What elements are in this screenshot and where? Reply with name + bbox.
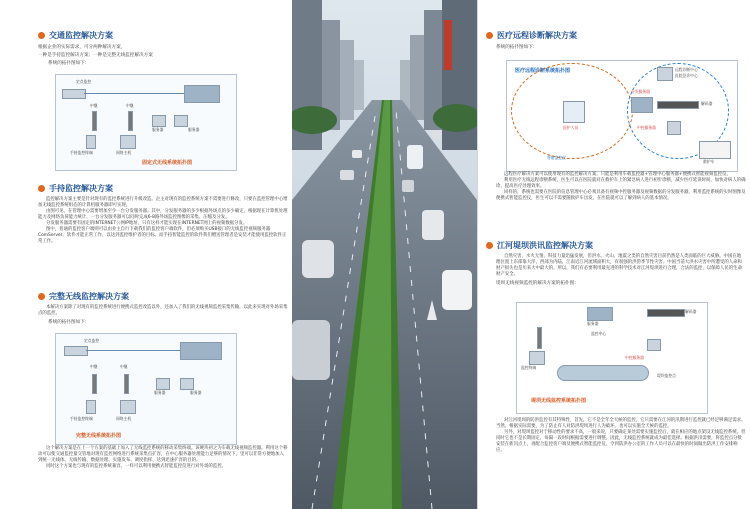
tag-fixed-monitor: 定点监控 (84, 338, 100, 343)
section-title-dam: 江河堤坝洪讯监控解决方案 (486, 240, 744, 251)
section-title-traffic: 交通监控解决方案 (38, 30, 288, 41)
paragraph: 利用医疗无线远程诊断系统，医生可以在医院就对在救护车上的紧急病人进行初步诊断，减少医疗延误时间，加快对病人的确诊，提高医疗处理效率。 (496, 178, 746, 189)
tag-host: 网络主机 (116, 416, 132, 421)
section-title-medical: 医疗远程诊断解决方案 (486, 30, 744, 41)
section-medical-text (496, 172, 746, 202)
pc-icon (174, 115, 188, 127)
section-title-handheld: 手持监控解决方案 (38, 183, 288, 194)
paragraph: 远程医疗解决方案可以使用现有的监控解决方案，只能是利用车载监控器+管理中心服务器+便携式智能视频监控仪。 (504, 172, 731, 177)
section-traffic (38, 30, 288, 68)
city-road-image (292, 0, 477, 509)
section-dam-text (496, 418, 746, 454)
topo-label: 堤坝无线视频监控的解决方案的拓扑图： (496, 281, 579, 286)
left-panel (0, 0, 293, 509)
paragraph: 由图可见，在管理中心需要增加至少一台分发服务器。其中，分发服务器的多少根据外场点的多少确定，根据现在计算机处理能力及网络负荷能力统计，一台分发服务器可以同时完成6-8路外场监控图像的采集、压缩及分发。 (38, 209, 288, 220)
bullet-icon (38, 32, 45, 39)
paragraph: 同样的，系统也需要在医院的信息管理中心必须具备有视频中控服务器及视频数据的分发服务器，利用监控系统的实时图像及便携式智能监控仪，医生可以不需要随救护车出发，在医院就可以了解到病人的基本情况。 (496, 190, 746, 201)
tag-dist-server: 分发服务器 (631, 89, 650, 94)
server-rack-icon (180, 342, 222, 360)
tag-control-server: 中控服务器 (625, 355, 644, 360)
paragraph: 另外，对堤坝监控对于移动性的要求不高，一般来说，只要确定某处需要实施监控后，就在相应的地点架设无线监控系统。但同时它也不是长期固定，每隔一段时间根据需要进行调整，因此，无线监控系统就成为最佳选择。根据洪汛需要，将监控点分批安装在新汛点上，再配合监控客户端及便携式智能监控仪，令到防洪办公室的工作人员可以在最快的时间做出防洪工作安排响应。 (496, 430, 746, 453)
antenna-icon (92, 111, 97, 131)
paragraph: 监控解决方案主要是针对现有的监控系统进行升级改造。企主对现有的监控系统方案不需要进行修改，只要在监控管理中心增加无线监控系统组态的计算机服务器即可实现。 (38, 197, 288, 208)
section-handheld (38, 183, 288, 245)
user-icon (120, 135, 136, 149)
pc-icon (529, 351, 545, 365)
paragraph: 本解决方案除了对现有的监控系统进行便携式监控改造以外，还加入了我们的无线视频监控采集传输，以此来实现对外场采集点的监控。 (38, 305, 288, 316)
pc-icon (647, 339, 661, 351)
road-photo (292, 0, 477, 509)
tag-relay-1: 中继 (90, 103, 98, 108)
tag-server-2: 服务器 (190, 390, 202, 395)
section-complete-wireless (38, 291, 288, 327)
antenna-icon (124, 374, 129, 394)
section-title-complete: 完整无线监控解决方案 (38, 291, 288, 302)
tag-monitor-center: 监控中心 (591, 331, 607, 336)
tag-relay-1: 中继 (90, 364, 98, 369)
diagram-caption: 医疗远程诊断系统拓扑图 (515, 68, 571, 74)
intro-line-1: 根据企业的实际需求，可分两种解决方案， (38, 45, 126, 50)
tag-remote-center: 远程诊断中心 (675, 67, 698, 72)
tag-hospital: 医院急诊中心 (675, 73, 698, 78)
dam-diagram (516, 302, 708, 414)
antenna-icon (92, 374, 97, 394)
tag-decoder: 解码器 (701, 101, 713, 106)
doctor-icon (563, 101, 585, 123)
topo-label: 系统的拓扑图如下： (48, 320, 90, 325)
handheld-icon (86, 135, 96, 149)
bullet-icon (38, 185, 45, 192)
tag-server: 服务器 (587, 321, 599, 326)
section-medical (486, 30, 744, 52)
link-line (86, 350, 180, 351)
medical-diagram (506, 60, 738, 172)
section-dam (486, 240, 744, 288)
tag-server-1: 服务器 (154, 390, 166, 395)
link-line (84, 93, 184, 94)
tag-dam-point: 堤坝监控点 (657, 373, 676, 378)
decoder-icon (657, 101, 699, 109)
paragraph: 同时这个方案也与现有的监控系统兼容，一样可以利用便携式智能监控仪进行对外场的监控。 (46, 464, 227, 469)
tag-fixed-monitor: 定点监控 (76, 79, 92, 84)
pc-icon (180, 378, 194, 390)
tag-server-1: 服务器 (152, 127, 164, 132)
antenna-icon (537, 327, 542, 349)
pc-icon (667, 121, 681, 135)
server-rack-icon (184, 85, 220, 103)
tag-relay-2: 中继 (120, 364, 128, 369)
complete-wireless-diagram (55, 333, 237, 445)
right-panel (477, 0, 750, 509)
ambulance-icon (699, 141, 731, 159)
decoder-icon (647, 309, 685, 317)
tag-control-server: 中控服务器 (637, 125, 656, 130)
diagram-caption: 堤坝无线监控系统拓扑图 (531, 398, 587, 404)
bullet-icon (486, 242, 493, 249)
fixed-wireless-diagram (55, 74, 237, 171)
topo-label: 系统的拓扑图如下： (48, 61, 90, 66)
bullet-icon (486, 32, 493, 39)
tag-handheld: 手持监控终端 (70, 416, 93, 421)
tag-ambulance: 救护车 (703, 159, 715, 164)
pc-icon (156, 378, 170, 390)
tag-medical-staff: 医护人员 (563, 125, 579, 130)
intro-line-2: 一种是手持监控解决方案；一种是完整无线监控解决方案 (38, 53, 153, 58)
camera-icon (64, 346, 88, 356)
paragraph: 这个解决方案是在上一个方案的基础上加入了无线监控系统的移动采集终端。该硬块初之为车载无线视频监控器。利用这个移动可以使交通监控量交管地对现有监控网络进行系统采集点扩容，在中心服务器处理能力足够的情况下，里可以非常方便地加入到统一无线体、无线传输、数据处理、实施发布、调度指挥、达到迅速扩容的目的。 (38, 446, 288, 463)
bullet-icon (38, 293, 45, 300)
diagram-caption: 完整无线系统拓扑图 (76, 433, 122, 439)
dam-icon (557, 365, 649, 381)
tag-decoder: 解码器 (685, 309, 697, 314)
tag-host: 网络主机 (116, 150, 132, 155)
server-icon (631, 97, 653, 113)
tag-smart-monitor: 智能监控仪 (547, 155, 566, 160)
paragraph: 自然灾害，水火无情，科技力量迅猛发展，但洪水、火山、地震之类的自然灾害目前仍然是人类面临的巨大威胁。中国在地理位置上东部靠大洋，西部为内陆，江南近江河流域面积大，有很强的洪涝季节性灾害。中国当前大洪水灾害中所遭受的人命和财产损失也是历来大中最大的。所以，我们有必要利用最先进的科学技术对江河堤坝进行合理，合法的监控，以保障人民的生命财产安全。 (496, 254, 742, 277)
topo-label: 系统的拓扑图如下： (496, 45, 538, 50)
pc-icon (152, 115, 166, 127)
user-icon (120, 400, 136, 414)
paragraph: 图中，普通的监控客户端则可以由业主自行下载我们的监控客户端软件，但必须购买USB接口的无线监控视频服务器ComServer、软件才能正常工作，以达到监控维护者的目标。而手持智能监控的软件我们赠送管理者是安装才能使用监控软件正常工作。 (38, 227, 287, 244)
tag-handheld: 手持监控终端 (70, 150, 93, 155)
paragraph: 对江河堤坝的防洪监控有其特殊性，首先，它不是全年全天候的监控，它只需要在江河的汛期进行监控就已经足够满足需求。当然，根据实际需要，为了防止有人对防洪堤坝进行人为破坏，也可以实施全天候的监控。 (496, 418, 746, 429)
tag-relay-2: 中继 (126, 103, 134, 108)
server-icon (587, 307, 613, 321)
tag-server-2: 服务器 (188, 127, 200, 132)
tag-terminal: 监控终端 (521, 365, 537, 370)
handheld-icon (86, 400, 96, 414)
antenna-icon (128, 111, 133, 131)
diagram-caption: 固定式无线系统拓扑图 (142, 160, 193, 166)
section-complete-text (38, 446, 288, 470)
paragraph: 分发服务器需要有固定的INTERNET公网IP地址，只有这样才能实现在INTERNET网上的视频数据分发。 (46, 221, 248, 226)
camera-icon (62, 89, 86, 99)
pc-icon (657, 67, 673, 81)
